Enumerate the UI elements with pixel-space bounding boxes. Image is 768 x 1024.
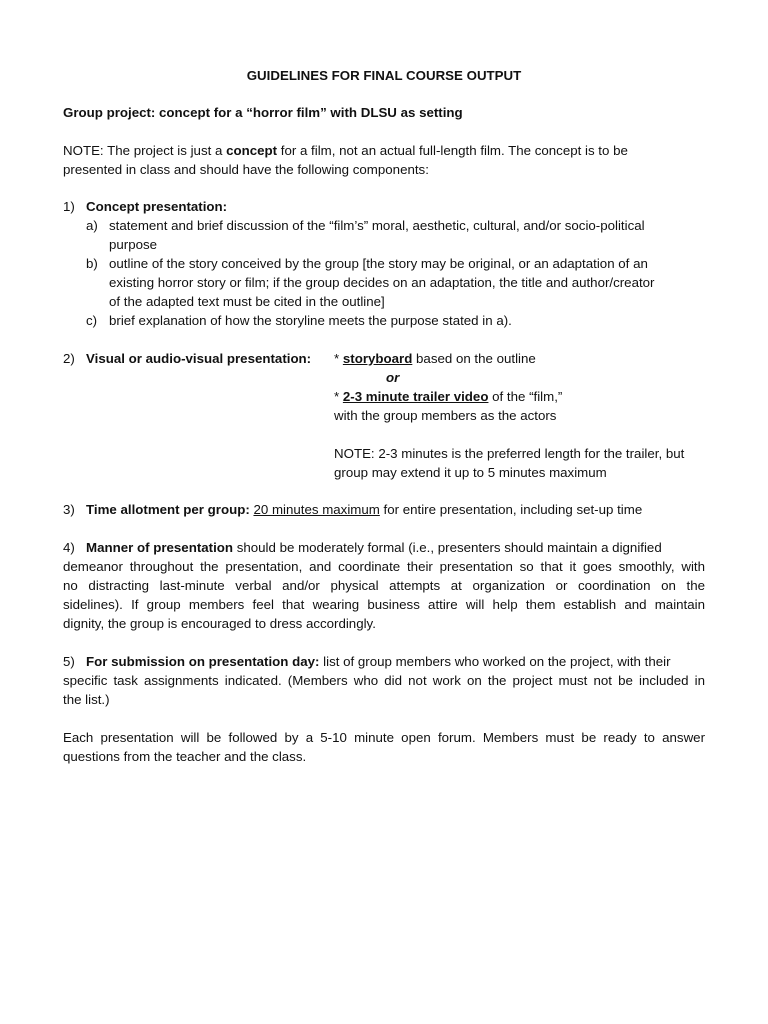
item1a-line: purpose xyxy=(109,237,158,252)
item1b-letter: b) xyxy=(86,256,98,271)
item4-heading: Manner of presentation xyxy=(86,540,234,555)
note-line-2: presented in class and should have the following components: xyxy=(63,162,429,177)
item3-text: for entire presentation, including set-up time xyxy=(379,502,643,517)
item1b-line: existing horror story or film; if the group decides on an adaptation, the title and author/creator xyxy=(109,275,655,290)
item4-line xyxy=(86,538,662,557)
option-bullet: * xyxy=(334,389,343,404)
item1a-line: statement and brief discussion of the “film’s” moral, aesthetic, cultural, and/or socio-political xyxy=(109,218,645,233)
storyboard-label: storyboard xyxy=(342,351,413,366)
option-text: based on the outline xyxy=(412,351,536,366)
item1-heading: Concept presentation: xyxy=(86,199,228,214)
item2-option-trailer-line2: with the group members as the actors xyxy=(334,408,557,423)
item1c-line: brief explanation of how the storyline meets the purpose stated in a). xyxy=(109,313,512,328)
item1c-letter: c) xyxy=(86,313,98,328)
item4-number: 4) xyxy=(63,540,75,555)
item5-body-line: the list.) xyxy=(63,692,110,707)
trailer-label: 2-3 minute trailer video xyxy=(342,389,489,404)
item3-time-limit: 20 minutes maximum xyxy=(253,502,380,517)
item5-body-line: specific task assignments indicated. (Members who did not work on the project must not be included in xyxy=(63,673,705,688)
note-text-2: for a film, not an actual full-length film. The concept is to be xyxy=(277,143,628,158)
item2-note-line: NOTE: 2-3 minutes is the preferred length for the trailer, but xyxy=(334,446,685,461)
item2-note-line: group may extend it up to 5 minutes maximum xyxy=(334,465,607,480)
item5-number: 5) xyxy=(63,654,75,669)
page-title: GUIDELINES FOR FINAL COURSE OUTPUT xyxy=(246,68,522,83)
item4-body-line: sidelines). If group members feel that wearing business attire will help them establish and maintain xyxy=(63,597,705,612)
closing-line: questions from the teacher and the class. xyxy=(63,749,307,764)
item5-line xyxy=(86,652,671,671)
item3-line xyxy=(86,500,642,519)
item4-body-line: no distracting last-minute verbal and/or physical attempts at organization or coordination on the xyxy=(63,578,705,593)
item1b-line: of the adapted text must be cited in the outline] xyxy=(109,294,385,309)
item1b-line: outline of the story conceived by the group [the story may be original, or an adaptation of an xyxy=(109,256,648,271)
item5-heading: For submission on presentation day: xyxy=(86,654,320,669)
item2-option-storyboard xyxy=(334,349,536,368)
item4-body-line: dignity, the group is encouraged to dress accordingly. xyxy=(63,616,376,631)
item5-text: list of group members who worked on the project, with their xyxy=(319,654,671,669)
item1-number: 1) xyxy=(63,199,75,214)
closing-line: Each presentation will be followed by a 5-10 minute open forum. Members must be ready to answer xyxy=(63,730,705,745)
item4-body-line: demeanor throughout the presentation, and coordinate their presentation so that it goes smoothly, with xyxy=(63,559,705,574)
item1a-letter: a) xyxy=(86,218,98,233)
item4-text: should be moderately formal (i.e., presenters should maintain a dignified xyxy=(233,540,662,555)
item2-or: or xyxy=(386,370,400,385)
item2-number: 2) xyxy=(63,351,75,366)
item2-heading: Visual or audio-visual presentation: xyxy=(86,351,312,366)
note-line-1 xyxy=(63,141,628,160)
option-text: of the “film,” xyxy=(488,389,563,404)
note-concept-bold: concept xyxy=(226,143,278,158)
note-text-1: NOTE: The project is just a xyxy=(63,143,227,158)
item2-option-trailer xyxy=(334,387,562,406)
item3-heading: Time allotment per group: xyxy=(86,502,250,517)
item3-number: 3) xyxy=(63,502,75,517)
option-bullet: * xyxy=(334,351,343,366)
project-heading: Group project: concept for a “horror film” with DLSU as setting xyxy=(63,105,463,120)
